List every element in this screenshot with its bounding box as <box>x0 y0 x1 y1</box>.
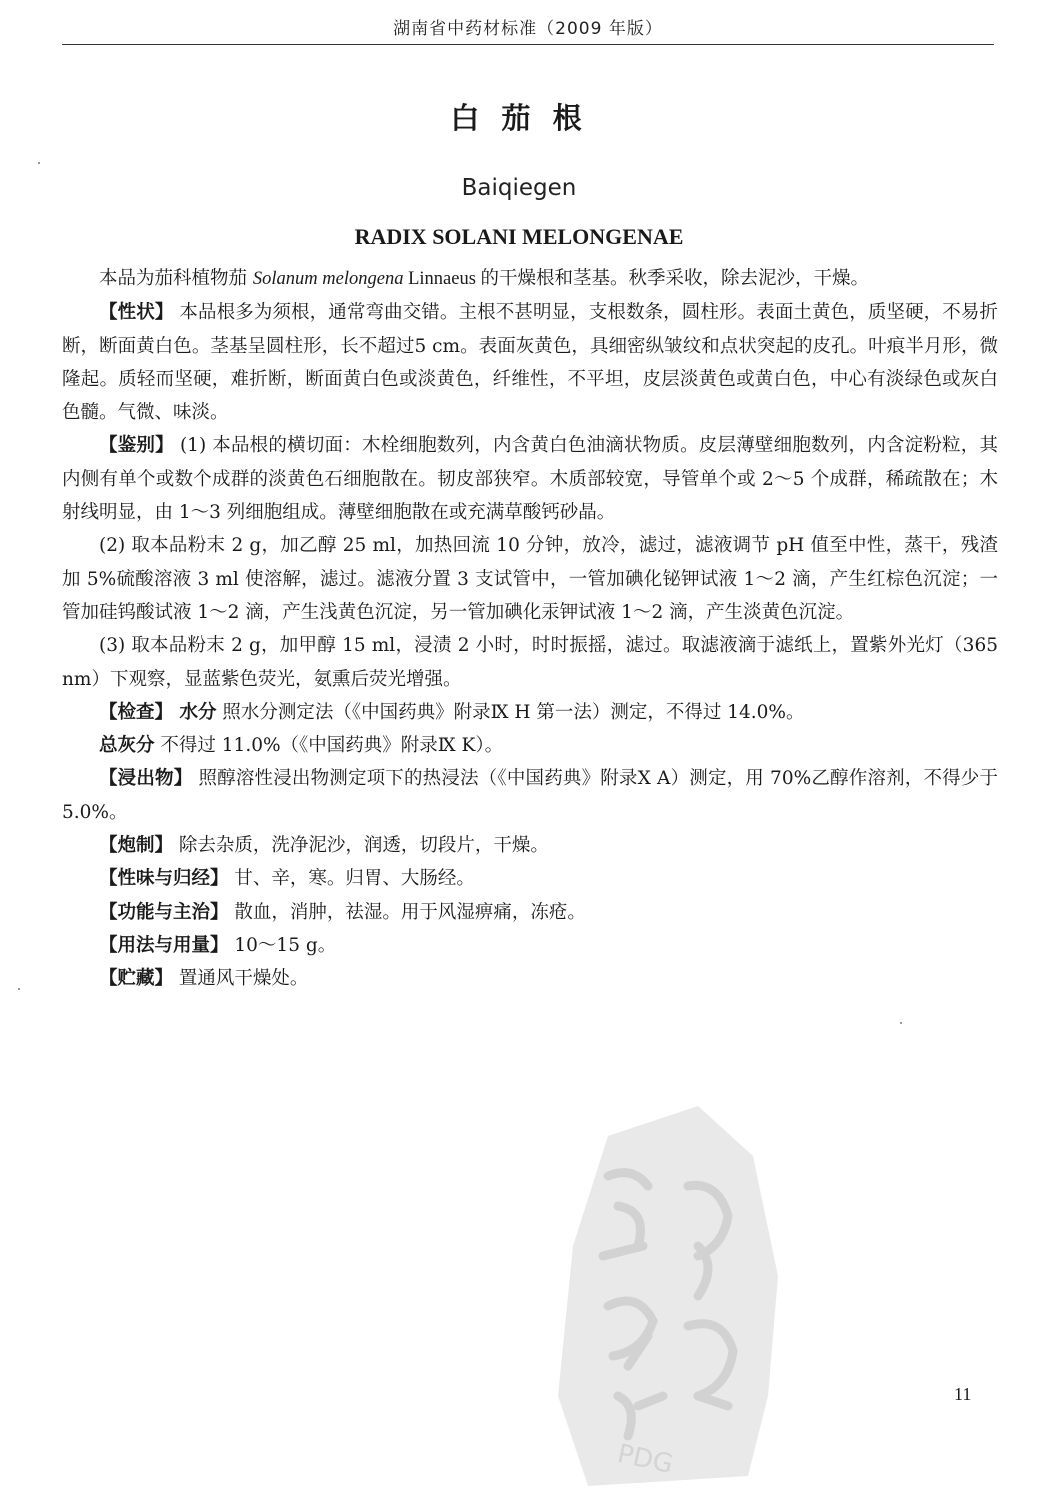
species-name: Solanum melongena <box>252 269 404 289</box>
section-text-character: 本品根多为须根，通常弯曲交错。主根不甚明显，支根数条，圆柱形。表面土黄色，质坚硬，不易折断，断面黄白色。茎基呈圆柱形，长不超过5 cm。表面灰黄色，具细密纵皱纹和点状突起的皮孔。叶痕半月形，微隆起。质轻而坚硬，难折断，断面黄白色或淡黄色，纤维性，不平坦，皮层淡黄色或黄白色，中心有淡绿色或灰白色髓。气微、味淡。 <box>62 302 998 424</box>
section-storage <box>62 962 998 995</box>
pdg-seal-watermark <box>548 1096 788 1486</box>
section-label-nature: 【性味与归经】 <box>99 868 229 890</box>
scan-speck <box>38 162 40 164</box>
section-text-extract: 照醇溶性浸出物测定项下的热浸法（《中国药典》附录Ⅹ A）测定，用 70%乙醇作溶剂，不得少于 5.0%。 <box>62 768 998 823</box>
section-identification <box>62 429 998 529</box>
ash-line <box>62 729 998 762</box>
section-usage <box>62 929 998 962</box>
water-label: 水分 <box>173 701 217 723</box>
intro-text-end: Linnaeus 的干燥根和茎基。秋季采收，除去泥沙，干燥。 <box>403 269 870 289</box>
section-function <box>62 896 998 929</box>
section-label-character: 【性状】 <box>99 302 174 324</box>
intro-paragraph <box>62 262 998 296</box>
section-nature <box>62 862 998 895</box>
section-check <box>62 696 998 729</box>
identification-item-3: (3) 取本品粉末 2 g，加甲醇 15 ml，浸渍 2 小时，时时振摇，滤过。取滤液滴于滤纸上，置紫外光灯（365 nm）下观察，显蓝紫色荧光，氨熏后荧光增强。 <box>62 635 998 690</box>
scan-speck <box>18 988 20 990</box>
section-text-usage: 10～15 g。 <box>228 934 337 956</box>
section-text-storage: 置通风干燥处。 <box>173 968 309 990</box>
page-number: 11 <box>954 1384 972 1404</box>
identification-item-1: (1) 本品根的横切面：木栓细胞数列，内含黄白色油滴状物质。皮层薄壁细胞数列，内含淀粉粒，其内侧有单个或数个成群的淡黄色石细胞散在。韧皮部狭窄。木质部较宽，导管单个或 2～5 个成群，稀疏散在；木射线明显，由 1～3 列细胞组成。薄壁细胞散在或充满草酸钙砂晶。 <box>62 435 998 524</box>
monograph-title-pinyin: Baiqiegen <box>461 175 577 201</box>
watermark-text: PDG <box>614 1439 676 1480</box>
section-label-check: 【检查】 <box>99 701 174 723</box>
scan-speck <box>900 1022 902 1024</box>
section-label-processing: 【炮制】 <box>99 835 174 857</box>
header-rule <box>62 44 994 45</box>
monograph-title-chinese: 白 茄 根 <box>450 101 588 135</box>
monograph-body <box>62 262 998 996</box>
section-label-function: 【功能与主治】 <box>99 901 229 923</box>
section-processing <box>62 829 998 862</box>
section-text-function: 散血，消肿，祛湿。用于风湿痹痛，冻疮。 <box>228 901 586 923</box>
section-label-extract: 【浸出物】 <box>99 768 193 790</box>
section-extract <box>62 762 998 829</box>
ash-label: 总灰分 <box>99 735 155 757</box>
section-label-usage: 【用法与用量】 <box>99 934 229 956</box>
water-text: 照水分测定法（《中国药典》附录Ⅸ H 第一法）测定，不得过 14.0%。 <box>216 701 805 723</box>
intro-text-start: 本品为茄科植物茄 <box>99 268 253 289</box>
seal-shape <box>558 1106 778 1486</box>
monograph-title-latin: RADIX SOLANI MELONGENAE <box>354 224 684 249</box>
ash-text: 不得过 11.0%（《中国药典》附录Ⅸ K）。 <box>154 735 504 757</box>
running-header: 湖南省中药材标准（2009 年版） <box>393 19 663 39</box>
identification-item-2: (2) 取本品粉末 2 g，加乙醇 25 ml，加热回流 10 分钟，放冷，滤过，滤液调节 pH 值至中性，蒸干，残渣加 5%硫酸溶液 3 ml 使溶解，滤过。滤液分置 3 支试管中，一管加碘化铋钾试液 1～2 滴，产生红棕色沉淀；一管加硅钨酸试液 1～2 滴，产生浅黄色沉淀，另一管加碘化汞钾试液 1～2 滴，产生淡黄色沉淀。 <box>62 535 998 623</box>
section-label-storage: 【贮藏】 <box>99 968 174 990</box>
section-character <box>62 296 998 429</box>
section-label-identification: 【鉴别】 <box>99 435 174 457</box>
section-text-nature: 甘、辛，寒。归胃、大肠经。 <box>228 868 475 890</box>
section-text-processing: 除去杂质，洗净泥沙，润透，切段片，干燥。 <box>173 835 549 857</box>
